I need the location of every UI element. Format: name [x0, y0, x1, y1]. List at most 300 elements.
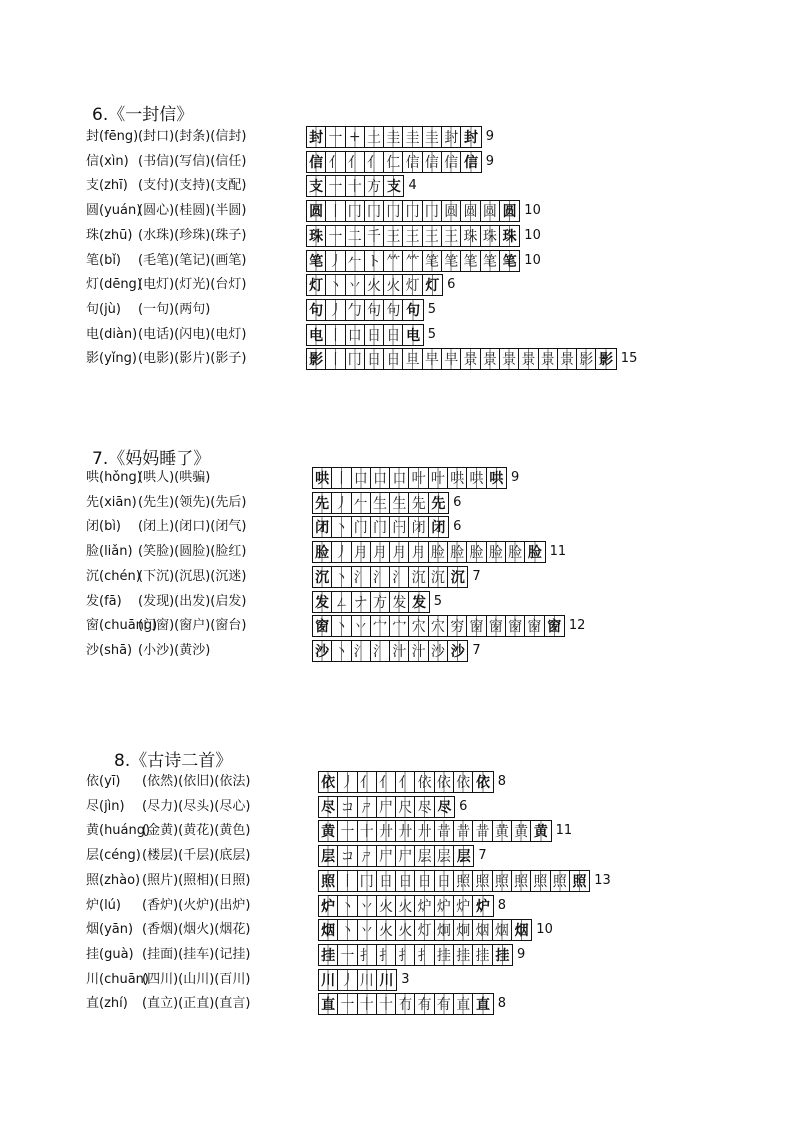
grid-cell-character: 灯 [307, 275, 326, 295]
grid-cell-stroke: 十 [377, 994, 396, 1014]
grid-cell-stroke: 氵 [371, 567, 390, 587]
grid-cell-stroke: 挂 [493, 945, 512, 965]
grid-cell-stroke: 依 [415, 772, 434, 792]
grid-cell-stroke: 窗 [467, 616, 486, 636]
grid-cell-stroke: 门 [352, 517, 371, 537]
grid-cell-stroke: 句 [403, 300, 422, 320]
stroke-order-grid [306, 225, 520, 247]
grid-cell-stroke: 黄 [493, 821, 512, 841]
grid-cell-stroke: 丷 [346, 275, 365, 295]
grid-cell-stroke: 叶 [429, 468, 448, 488]
word-list: (毛笔)(笔记)(画笔) [138, 252, 247, 268]
stroke-count: 8 [497, 996, 506, 1012]
character-pinyin: 灯(dēng) [86, 277, 142, 293]
vocab-row [0, 174, 793, 198]
grid-cell-character: 直 [319, 994, 338, 1014]
grid-cell-stroke: 层 [435, 846, 454, 866]
vocab-row [0, 770, 793, 794]
grid-cell-stroke: 冂 [384, 201, 403, 221]
vocab-row [0, 249, 793, 273]
grid-cell-stroke: 千 [365, 226, 384, 246]
grid-cell-stroke: 炉 [473, 896, 492, 916]
grid-cell-character: 尽 [319, 797, 338, 817]
grid-cell-stroke: 二 [346, 226, 365, 246]
grid-cell-character: 电 [307, 325, 326, 345]
grid-cell-stroke: 照 [454, 871, 473, 891]
grid-cell-stroke: 信 [461, 152, 480, 172]
grid-cell-stroke: 火 [377, 920, 396, 940]
grid-cell-stroke: 电 [403, 325, 422, 345]
grid-cell-stroke: 挂 [435, 945, 454, 965]
stroke-order-grid [306, 324, 424, 346]
grid-cell-stroke: ㄥ [332, 592, 351, 612]
grid-cell-stroke: ㄕ [358, 846, 377, 866]
stroke-order-grid [312, 591, 430, 613]
stroke-order-grid [318, 895, 494, 917]
grid-cell-stroke: 直 [454, 994, 473, 1014]
grid-cell-stroke: 句 [384, 300, 403, 320]
grid-cell-stroke: 十 [346, 176, 365, 196]
stroke-count: 9 [485, 129, 494, 144]
grid-cell-stroke: 脸 [448, 542, 467, 562]
stroke-count: 13 [594, 872, 611, 888]
stroke-count: 10 [524, 227, 541, 243]
grid-cell-stroke: 炯 [454, 920, 473, 940]
grid-cell-stroke: 生 [390, 493, 409, 513]
grid-cell-stroke: 丷 [352, 616, 371, 636]
grid-cell-stroke: 依 [473, 772, 492, 792]
grid-cell-stroke: 旦 [403, 349, 422, 369]
grid-cell-stroke: 氵 [352, 641, 371, 661]
section-title: 8.《古诗二首》 [114, 751, 233, 771]
grid-cell-stroke: 尽 [415, 797, 434, 817]
grid-cell-stroke: 冂 [358, 871, 377, 891]
character-pinyin: 川(chuān) [86, 971, 149, 987]
grid-cell-stroke: 王 [384, 226, 403, 246]
word-list: (直立)(正直)(直言) [142, 996, 251, 1012]
character-pinyin: 挂(guà) [86, 946, 134, 962]
stroke-order-grid [312, 467, 507, 489]
word-list: (门窗)(窗户)(窗台) [138, 618, 247, 634]
vocab-row [0, 491, 793, 515]
grid-cell-stroke: 影 [577, 349, 596, 369]
grid-cell-character: 窗 [313, 616, 332, 636]
grid-cell-stroke: 叶 [409, 468, 428, 488]
stroke-count: 7 [472, 568, 481, 584]
grid-cell-stroke: 景 [500, 349, 519, 369]
grid-cell-character: 哄 [313, 468, 332, 488]
grid-cell-stroke: 闭 [429, 517, 448, 537]
grid-cell-stroke: 火 [365, 275, 384, 295]
vocab-row [0, 224, 793, 248]
grid-cell-stroke: 脸 [467, 542, 486, 562]
grid-cell-stroke: 丷 [358, 920, 377, 940]
character-pinyin: 照(zhào) [86, 872, 141, 888]
grid-cell-character: 川 [319, 970, 338, 990]
grid-cell-stroke: 亻 [365, 152, 384, 172]
grid-cell-stroke: 日 [377, 871, 396, 891]
grid-cell-stroke: 照 [473, 871, 492, 891]
grid-cell-stroke: 扌 [396, 945, 415, 965]
grid-cell-stroke: 尸 [396, 846, 415, 866]
grid-cell-stroke: 哄 [448, 468, 467, 488]
grid-cell-stroke: 笔 [461, 251, 480, 271]
grid-cell-stroke: 氵 [371, 641, 390, 661]
section-title: 6.《一封信》 [92, 105, 194, 125]
vocab-row [0, 968, 793, 992]
word-list: (楼层)(千层)(底层) [142, 848, 251, 864]
grid-cell-stroke: 炉 [415, 896, 434, 916]
grid-cell-stroke: 丨 [326, 201, 345, 221]
character-pinyin: 尽(jìn) [86, 798, 125, 814]
grid-cell-stroke: 火 [396, 920, 415, 940]
word-list: (哄人)(哄骗) [138, 470, 211, 485]
grid-cell-stroke: 景 [461, 349, 480, 369]
stroke-order-grid [318, 993, 494, 1015]
grid-cell-stroke: 川 [377, 970, 396, 990]
stroke-count: 9 [511, 470, 520, 485]
grid-cell-stroke: 炯 [435, 920, 454, 940]
word-list: (挂面)(挂车)(记挂) [142, 946, 251, 962]
grid-cell-stroke: 圆 [500, 201, 519, 221]
grid-cell-stroke: 笔 [442, 251, 461, 271]
grid-cell-stroke: 日 [415, 871, 434, 891]
grid-cell-stroke: 土 [365, 127, 384, 147]
grid-cell-character: 先 [313, 493, 332, 513]
grid-cell-character: 闭 [313, 517, 332, 537]
character-pinyin: 烟(yān) [86, 922, 134, 938]
grid-cell-stroke: ナ [352, 592, 371, 612]
grid-cell-character: 发 [313, 592, 332, 612]
grid-cell-stroke: 烟 [493, 920, 512, 940]
grid-cell-stroke: 烟 [473, 920, 492, 940]
stroke-order-grid [306, 175, 404, 197]
grid-cell-stroke: 𠂉 [346, 251, 365, 271]
grid-cell-stroke: 沙 [448, 641, 467, 661]
vocab-row [0, 795, 793, 819]
character-pinyin: 电(diàn) [86, 326, 138, 342]
grid-cell-stroke: 丿 [326, 251, 345, 271]
grid-cell-stroke: コ [338, 846, 357, 866]
grid-cell-stroke: 句 [365, 300, 384, 320]
grid-cell-stroke: 笔 [423, 251, 442, 271]
stroke-order-grid [318, 820, 552, 842]
stroke-order-grid [318, 845, 474, 867]
grid-cell-character: 烟 [319, 920, 338, 940]
word-list: (电影)(影片)(影子) [138, 351, 247, 367]
grid-cell-stroke: 勹 [346, 300, 365, 320]
grid-cell-stroke: 灯 [423, 275, 442, 295]
vocab-row [0, 347, 793, 371]
stroke-order-grid [306, 299, 424, 321]
vocab-row [0, 150, 793, 174]
word-list: (尽力)(尽头)(尽心) [142, 798, 251, 814]
vocab-row [0, 819, 793, 843]
grid-cell-stroke: 日 [365, 325, 384, 345]
grid-cell-character: 沙 [313, 641, 332, 661]
grid-cell-stroke: 丿 [332, 493, 351, 513]
character-pinyin: 直(zhí) [86, 996, 128, 1012]
character-pinyin: 炉(lú) [86, 897, 121, 913]
character-pinyin: 圆(yuán) [86, 203, 142, 219]
grid-cell-stroke: 圆 [442, 201, 461, 221]
grid-cell-stroke: 丶 [326, 275, 345, 295]
stroke-count: 5 [427, 326, 437, 342]
grid-cell-stroke: 直 [473, 994, 492, 1014]
word-list: (电灯)(灯光)(台灯) [138, 277, 247, 293]
grid-cell-character: 影 [307, 349, 326, 369]
stroke-order-grid [306, 250, 520, 272]
stroke-count: 10 [524, 252, 541, 268]
character-pinyin: 信(xìn) [86, 153, 129, 169]
grid-cell-stroke: 笔 [500, 251, 519, 271]
grid-cell-stroke: 影 [596, 349, 615, 369]
stroke-count: 11 [549, 544, 567, 560]
character-pinyin: 闭(bì) [86, 519, 122, 535]
grid-cell-stroke: 依 [454, 772, 473, 792]
grid-cell-stroke: 丨 [332, 468, 351, 488]
grid-cell-stroke: 窗 [545, 616, 564, 636]
grid-cell-stroke: 信 [442, 152, 461, 172]
grid-cell-stroke: 廾 [415, 821, 434, 841]
grid-cell-stroke: 日 [384, 325, 403, 345]
vocab-row [0, 614, 793, 638]
grid-cell-character: 依 [319, 772, 338, 792]
stroke-count: 12 [568, 618, 586, 634]
stroke-order-grid [306, 151, 482, 173]
grid-cell-stroke: 亻 [358, 772, 377, 792]
grid-cell-stroke: 窗 [487, 616, 506, 636]
grid-cell-stroke: 一 [326, 176, 345, 196]
grid-cell-stroke: 尸 [377, 846, 396, 866]
grid-cell-character: 黄 [319, 821, 338, 841]
grid-cell-stroke: 丨 [338, 871, 357, 891]
vocab-row [0, 992, 793, 1016]
vocab-row [0, 590, 793, 614]
stroke-order-grid [318, 771, 494, 793]
word-list: (支付)(支持)(支配) [138, 178, 247, 194]
grid-cell-stroke: 宀 [390, 616, 409, 636]
stroke-order-grid [306, 274, 443, 296]
grid-cell-stroke: 日 [365, 349, 384, 369]
grid-cell-stroke: 廾 [396, 821, 415, 841]
stroke-order-grid [312, 640, 468, 662]
grid-cell-stroke: 照 [512, 871, 531, 891]
grid-cell-stroke: 口 [352, 468, 371, 488]
stroke-order-grid [312, 566, 468, 588]
grid-cell-stroke: コ [338, 797, 357, 817]
character-pinyin: 沉(chén) [86, 568, 141, 584]
stroke-count: 5 [427, 301, 437, 317]
stroke-count: 4 [408, 178, 417, 194]
stroke-count: 8 [497, 774, 506, 789]
stroke-order-grid [318, 796, 455, 818]
stroke-order-grid [312, 492, 449, 514]
grid-cell-stroke: 亻 [326, 152, 345, 172]
grid-cell-stroke: 日 [384, 349, 403, 369]
grid-cell-stroke: 川 [358, 970, 377, 990]
grid-cell-stroke: 黄 [531, 821, 550, 841]
stroke-count: 7 [472, 642, 481, 658]
grid-cell-stroke: 一 [338, 821, 357, 841]
stroke-order-grid [318, 870, 590, 892]
grid-cell-stroke: 穴 [409, 616, 428, 636]
word-list: (依然)(依旧)(依法) [142, 774, 251, 789]
character-pinyin: 沙(shā) [86, 642, 133, 658]
grid-cell-stroke: 炉 [454, 896, 473, 916]
character-pinyin: 黄(huáng) [86, 823, 151, 839]
stroke-order-grid [306, 348, 617, 370]
grid-cell-character: 圆 [307, 201, 326, 221]
stroke-count: 5 [433, 593, 443, 609]
grid-cell-stroke: 日 [396, 871, 415, 891]
vocab-row [0, 639, 793, 663]
grid-cell-stroke: 早 [442, 349, 461, 369]
grid-cell-stroke: 丶 [338, 920, 357, 940]
grid-cell-stroke: 汁 [409, 641, 428, 661]
grid-cell-stroke: 火 [377, 896, 396, 916]
stroke-order-grid [318, 969, 397, 991]
grid-cell-stroke: 丷 [358, 896, 377, 916]
character-pinyin: 依(yī) [86, 774, 121, 789]
grid-cell-stroke: 丶 [332, 616, 351, 636]
grid-cell-stroke: ⺮ [384, 251, 403, 271]
character-pinyin: 先(xiān) [86, 494, 137, 510]
grid-cell-stroke: 十 [358, 994, 377, 1014]
word-list: (四川)(山川)(百川) [142, 971, 251, 987]
grid-cell-stroke: 发 [409, 592, 428, 612]
stroke-order-grid [312, 615, 565, 637]
grid-cell-stroke: 扌 [377, 945, 396, 965]
grid-cell-character: 脸 [313, 542, 332, 562]
grid-cell-stroke: 十 [358, 821, 377, 841]
grid-cell-stroke: 尺 [396, 797, 415, 817]
grid-cell-stroke: 丿 [338, 772, 357, 792]
grid-cell-stroke: 王 [403, 226, 422, 246]
grid-cell-stroke: 一 [338, 994, 357, 1014]
grid-cell-stroke: 丨 [326, 325, 345, 345]
grid-cell-stroke: ト [365, 251, 384, 271]
grid-cell-stroke: 哄 [467, 468, 486, 488]
grid-cell-stroke: 方 [365, 176, 384, 196]
grid-cell-stroke: 丶 [338, 896, 357, 916]
grid-cell-stroke: 挂 [473, 945, 492, 965]
vocab-row [0, 565, 793, 589]
grid-cell-stroke: 王 [423, 226, 442, 246]
stroke-order-grid [318, 919, 532, 941]
stroke-count: 6 [453, 519, 462, 535]
character-pinyin: 封(fēng) [86, 129, 139, 144]
grid-cell-stroke: 氵 [352, 567, 371, 587]
grid-cell-stroke: 尸 [377, 797, 396, 817]
grid-cell-character: 句 [307, 300, 326, 320]
grid-cell-character: 照 [319, 871, 338, 891]
grid-cell-stroke: 支 [384, 176, 403, 196]
grid-cell-stroke: 珠 [500, 226, 519, 246]
vocab-row [0, 323, 793, 347]
grid-cell-stroke: 沙 [429, 641, 448, 661]
grid-cell-stroke: 一 [326, 127, 345, 147]
stroke-count: 9 [485, 153, 494, 169]
word-list: (电话)(闪电)(电灯) [138, 326, 247, 342]
stroke-order-grid [312, 541, 546, 563]
word-list: (一句)(两句) [138, 301, 211, 317]
vocab-row [0, 844, 793, 868]
stroke-count: 9 [517, 946, 526, 962]
grid-cell-stroke: 灯 [403, 275, 422, 295]
grid-cell-stroke: 烟 [512, 920, 531, 940]
grid-cell-stroke: 灯 [415, 920, 434, 940]
grid-cell-stroke: 信 [423, 152, 442, 172]
grid-cell-stroke: 依 [435, 772, 454, 792]
grid-cell-stroke: 闭 [409, 517, 428, 537]
character-pinyin: 句(jù) [86, 301, 121, 317]
grid-cell-stroke: 口 [346, 325, 365, 345]
word-list: (圆心)(桂圆)(半圆) [138, 203, 247, 219]
grid-cell-character: 支 [307, 176, 326, 196]
grid-cell-character: 沉 [313, 567, 332, 587]
grid-cell-stroke: 一 [338, 945, 357, 965]
grid-cell-stroke: 窗 [525, 616, 544, 636]
word-list: (闭上)(闭口)(闭气) [138, 519, 247, 535]
word-list: (香烟)(烟火)(烟花) [142, 922, 251, 938]
grid-cell-stroke: 哄 [487, 468, 506, 488]
vocab-row [0, 298, 793, 322]
character-pinyin: 脸(liǎn) [86, 544, 133, 560]
grid-cell-stroke: 挂 [454, 945, 473, 965]
grid-cell-stroke: 冂 [423, 201, 442, 221]
grid-cell-stroke: 圆 [461, 201, 480, 221]
grid-cell-stroke: 生 [371, 493, 390, 513]
grid-cell-stroke: 仁 [384, 152, 403, 172]
word-list: (书信)(写信)(信任) [138, 153, 247, 169]
stroke-order-grid [312, 516, 449, 538]
grid-cell-stroke: 穷 [448, 616, 467, 636]
grid-cell-stroke: 珠 [481, 226, 500, 246]
character-pinyin: 发(fā) [86, 593, 122, 609]
grid-cell-stroke: 景 [539, 349, 558, 369]
grid-cell-stroke: 扌 [415, 945, 434, 965]
grid-cell-stroke: 冂 [403, 201, 422, 221]
character-pinyin: 层(céng) [86, 848, 141, 864]
grid-cell-stroke: 圭 [403, 127, 422, 147]
grid-cell-stroke: 封 [442, 127, 461, 147]
grid-cell-stroke: 冂 [346, 349, 365, 369]
grid-cell-stroke: 沉 [448, 567, 467, 587]
grid-cell-stroke: 信 [403, 152, 422, 172]
grid-cell-stroke: 月 [371, 542, 390, 562]
grid-cell-stroke: 闩 [390, 517, 409, 537]
grid-cell-stroke: 日 [435, 871, 454, 891]
grid-cell-stroke: 丶 [332, 641, 351, 661]
grid-cell-stroke: 冇 [396, 994, 415, 1014]
grid-cell-stroke: 照 [493, 871, 512, 891]
grid-cell-stroke: 亻 [346, 152, 365, 172]
grid-cell-stroke: 炉 [435, 896, 454, 916]
grid-cell-stroke: 圭 [384, 127, 403, 147]
grid-cell-stroke: ⺮ [403, 251, 422, 271]
grid-cell-stroke: 昔 [473, 821, 492, 841]
grid-cell-stroke: 景 [481, 349, 500, 369]
stroke-count: 8 [497, 897, 506, 913]
stroke-count: 10 [524, 203, 541, 219]
grid-cell-stroke: 有 [435, 994, 454, 1014]
character-pinyin: 窗(chuāng) [86, 618, 158, 634]
vocab-row [0, 943, 793, 967]
grid-cell-stroke: 亻 [377, 772, 396, 792]
stroke-order-grid [318, 944, 513, 966]
grid-cell-stroke: 宀 [371, 616, 390, 636]
